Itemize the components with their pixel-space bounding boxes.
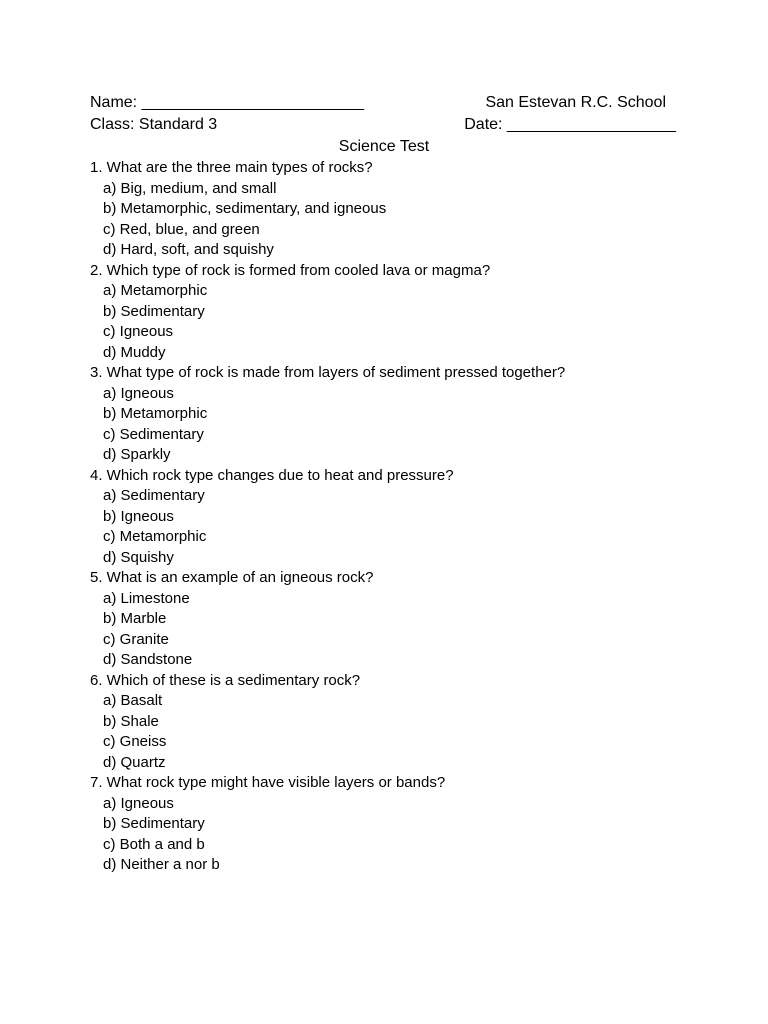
- option-b: b) Marble: [103, 610, 167, 627]
- question-1: [90, 158, 690, 261]
- option-d: d) Quartz: [103, 753, 166, 771]
- option-list: [90, 281, 690, 363]
- option-b: b) Sedimentary: [103, 302, 205, 320]
- name-field-label: Name: _________________________: [90, 94, 365, 111]
- option-c: c) Granite: [103, 630, 169, 648]
- question-3: [90, 363, 690, 466]
- option-d: d) Muddy: [103, 343, 166, 361]
- option-a: a) Metamorphic: [103, 282, 208, 299]
- option-list: [90, 486, 690, 568]
- class-label: Class: Standard 3: [90, 116, 218, 133]
- option-b: b) Metamorphic: [103, 405, 208, 422]
- question-text: 6. Which of these is a sedimentary rock?: [90, 671, 361, 689]
- option-c: c) Sedimentary: [103, 425, 204, 443]
- option-c: c) Gneiss: [103, 733, 167, 750]
- question-2: [90, 261, 690, 364]
- option-c: c) Metamorphic: [103, 528, 207, 545]
- option-b: b) Sedimentary: [103, 815, 205, 832]
- option-c: c) Igneous: [103, 323, 174, 340]
- question-text: 7. What rock type might have visible layers or bands?: [90, 774, 446, 791]
- option-a: a) Sedimentary: [103, 487, 205, 504]
- option-b: b) Igneous: [103, 507, 174, 525]
- option-list: [90, 589, 690, 671]
- option-list: [90, 794, 690, 876]
- option-d: d) Sandstone: [103, 651, 193, 668]
- option-d: d) Sparkly: [103, 446, 171, 463]
- question-text: 1. What are the three main types of rocks?: [90, 159, 373, 176]
- option-b: b) Metamorphic, sedimentary, and igneous: [103, 200, 387, 217]
- question-4: [90, 466, 690, 569]
- question-5: [90, 568, 690, 671]
- option-d: d) Hard, soft, and squishy: [103, 241, 274, 258]
- question-text: 2. Which type of rock is formed from cooled lava or magma?: [90, 261, 491, 279]
- option-a: a) Basalt: [103, 692, 163, 709]
- option-a: a) Igneous: [103, 794, 174, 812]
- header-row-name-school: [90, 92, 676, 114]
- option-d: d) Neither a nor b: [103, 856, 220, 873]
- option-list: [90, 691, 690, 773]
- option-c: c) Both a and b: [103, 835, 205, 853]
- test-title: Science Test: [338, 138, 430, 155]
- option-d: d) Squishy: [103, 548, 174, 566]
- option-a: a) Limestone: [103, 589, 190, 607]
- question-6: [90, 671, 690, 774]
- question-text: 4. Which rock type changes due to heat and pressure?: [90, 466, 454, 484]
- header-row-class-date: [90, 114, 676, 136]
- option-list: [90, 179, 690, 261]
- question-7: [90, 773, 690, 876]
- date-field-label: Date: ___________________: [464, 116, 676, 133]
- question-text: 3. What type of rock is made from layers of sediment pressed together?: [90, 364, 566, 381]
- option-a: a) Big, medium, and small: [103, 179, 277, 197]
- option-b: b) Shale: [103, 712, 159, 730]
- option-list: [90, 384, 690, 466]
- question-list: [90, 158, 690, 876]
- option-a: a) Igneous: [103, 384, 174, 402]
- question-text: 5. What is an example of an igneous rock?: [90, 569, 374, 586]
- option-c: c) Red, blue, and green: [103, 220, 260, 238]
- school-name: San Estevan R.C. School: [485, 94, 666, 111]
